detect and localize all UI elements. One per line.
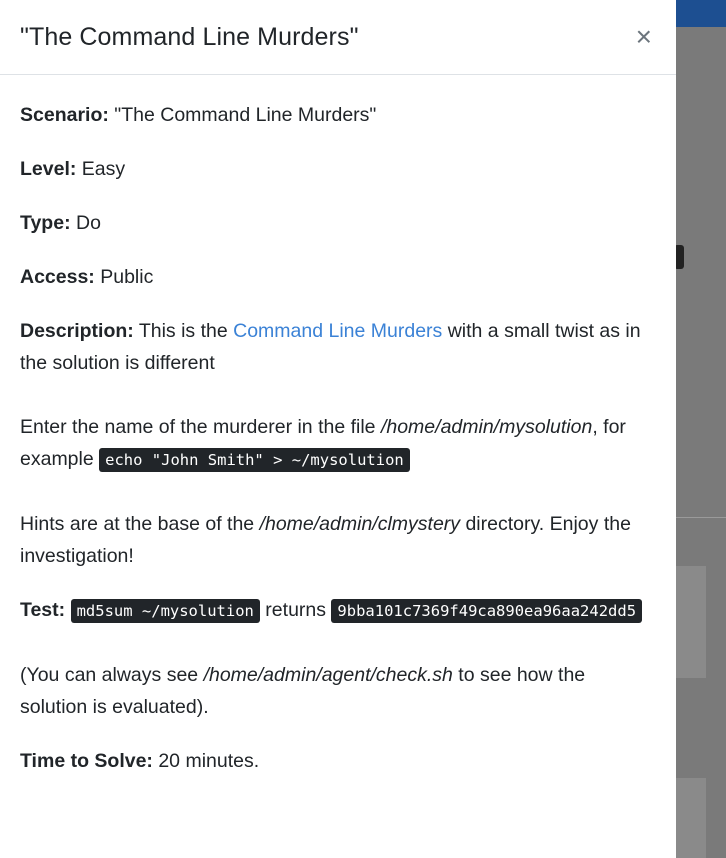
description-row <box>20 315 656 379</box>
access-label: Access: <box>20 266 95 288</box>
access-value: Public <box>94 266 154 288</box>
check-post: to see how the solution is evaluated). <box>20 664 586 718</box>
test-label: Test: <box>20 599 66 621</box>
modal-title: "The Command Line Murders" <box>20 22 359 51</box>
background-navbar <box>676 0 726 27</box>
type-row <box>20 207 656 239</box>
hints-text <box>20 508 656 572</box>
enter-instructions <box>20 411 656 476</box>
example-command: echo "John Smith" > ~/mysolution <box>99 448 410 472</box>
description-block <box>20 315 656 572</box>
scenario-label: Scenario: <box>20 104 109 126</box>
description-pre: This is the <box>133 320 234 342</box>
enter-mid: , for example <box>20 416 626 470</box>
description-post: with a small twist as in the solution is different <box>20 320 641 374</box>
command-line-murders-link[interactable]: Command Line Murders <box>233 320 443 342</box>
modal-backdrop[interactable] <box>676 0 726 858</box>
modal-body <box>0 75 676 777</box>
scenario-value: "The Command Line Murders" <box>108 104 377 126</box>
hints-pre: Hints are at the base of the <box>20 513 260 535</box>
type-value: Do <box>70 212 101 234</box>
test-row <box>20 594 656 627</box>
test-block <box>20 594 656 723</box>
level-row <box>20 153 656 185</box>
description-label: Description: <box>20 320 134 342</box>
hints-path: /home/admin/clmystery <box>259 513 461 535</box>
check-path: /home/admin/agent/check.sh <box>203 664 453 686</box>
level-value: Easy <box>76 158 126 180</box>
enter-pre: Enter the name of the murderer in the file <box>20 416 381 438</box>
time-label: Time to Solve: <box>20 750 153 772</box>
hints-post: directory. Enjoy the investigation! <box>20 513 631 567</box>
level-label: Level: <box>20 158 77 180</box>
type-label: Type: <box>20 212 71 234</box>
test-command: md5sum ~/mysolution <box>71 599 260 623</box>
scenario-row <box>20 99 656 131</box>
time-value: 20 minutes. <box>152 750 260 772</box>
background-card <box>676 778 706 858</box>
access-row <box>20 261 656 293</box>
time-row <box>20 745 656 777</box>
background-card <box>676 566 706 678</box>
check-pre: (You can always see <box>20 664 204 686</box>
modal-header <box>0 0 676 75</box>
close-icon[interactable]: × <box>635 21 652 52</box>
expected-hash: 9bba101c7369f49ca890ea96aa242dd5 <box>331 599 642 623</box>
test-mid: returns <box>259 599 332 621</box>
background-divider <box>676 517 726 518</box>
check-script-note <box>20 659 656 723</box>
solution-path: /home/admin/mysolution <box>380 416 593 438</box>
